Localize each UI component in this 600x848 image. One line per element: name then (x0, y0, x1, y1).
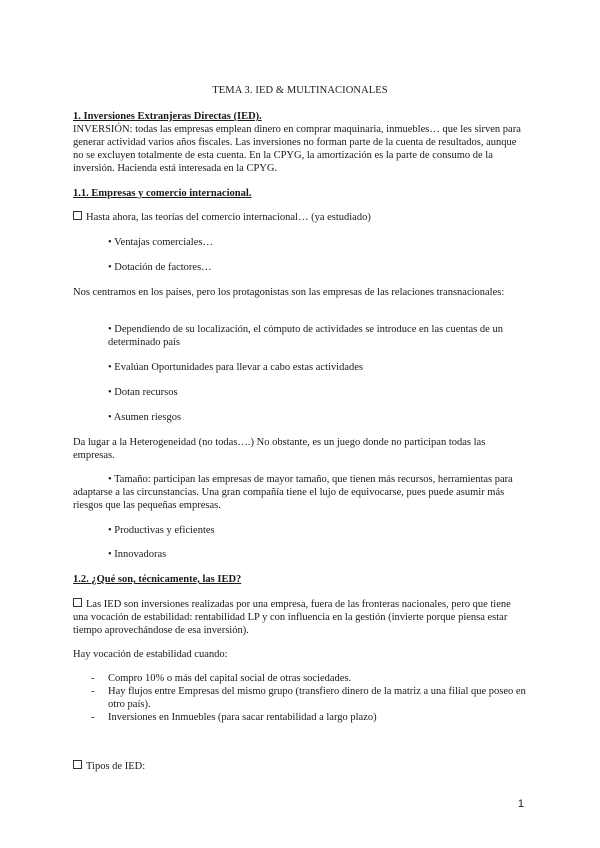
section-1-1-intro-text: Hasta ahora, las teorías del comercio internacional… (ya estudiado) (86, 212, 371, 223)
section-1-heading: 1. Inversiones Extranjeras Directas (IED). (73, 111, 262, 122)
list-item: • Productivas y eficientes (108, 525, 215, 536)
document-title: TEMA 3. IED & MULTINACIONALES (212, 85, 388, 96)
list-item-text: Inversiones en Inmuebles (para sacar rentabilidad a largo plazo) (108, 712, 377, 723)
page-number: 1 (517, 798, 524, 810)
list-item (91, 711, 531, 724)
list-item: • Dotan recursos (108, 387, 178, 398)
list-item-text: Compro 10% o más del capital social de otras sociedades. (108, 673, 352, 684)
list-item: • Dependiendo de su localización, el cómputo de actividades se introduce en las cuentas de un determinado país (108, 324, 503, 348)
section-1-2-intro-text: Las IED son inversiones realizadas por una empresa, fuera de las fronteras nacionales, pero que tiene una vocación de estabilidad: rentabilidad LP y con influencia en la gestión (invierte porque piensa estar tiempo aprovechándose de esa inversión). (73, 599, 511, 636)
dash-list (91, 672, 531, 724)
tamano-paragraph: • Tamaño: participan las empresas de mayor tamaño, que tienen más recursos, herramientas para adaptarse a las circunstancias. Una gran compañía tiene el lujo de equivocarse, pues puede asumir más riesgos que las pequeñas empresas. (73, 474, 513, 511)
dash-marker: - (91, 673, 95, 684)
dash-marker: - (91, 712, 95, 723)
section-1-2-intro (73, 598, 528, 637)
section-1-1-paragraph-3: Da lugar a la Heterogeneidad (no todas….) No obstante, es un juego donde no participan todas las empresas. (73, 437, 486, 461)
section-1-1-intro (73, 211, 528, 224)
list-item: • Asumen riesgos (108, 412, 182, 423)
section-1-1-heading: 1.1. Empresas y comercio internacional. (73, 188, 252, 199)
tipos-ied-text: Tipos de IED: (86, 761, 146, 772)
section-1-2-paragraph-2: Hay vocación de estabilidad cuando: (73, 649, 228, 660)
checkbox-icon (73, 598, 82, 607)
section-1-1-paragraph-2: Nos centramos en los países, pero los protagonistas son las empresas de las relaciones transnacionales: (73, 287, 505, 298)
checkbox-icon (73, 211, 82, 220)
list-item: • Dotación de factores… (108, 262, 212, 273)
list-item: • Innovadoras (108, 549, 167, 560)
section-1-2-heading: 1.2. ¿Qué son, técnicamente, las IED? (73, 574, 242, 585)
dash-marker: - (91, 686, 95, 697)
list-item (91, 685, 531, 711)
list-item (91, 672, 531, 685)
list-item: • Ventajas comerciales… (108, 237, 213, 248)
list-item-text: Hay flujos entre Empresas del mismo grupo (transfiero dinero de la matriz a una filial que poseo en otro país). (108, 686, 526, 710)
checkbox-icon (73, 760, 82, 769)
section-1-paragraph: INVERSIÓN: todas las empresas emplean dinero en comprar maquinaria, inmuebles… que les sirven para generar actividad varios años fiscales. Las inversiones no forman parte de la cuenta de resultados, aunque no se excluyen totalmente de esta cuenta. En la CPYG, la amortización es la parte de consumo de la inversión. Hacienda está interesada en la CPYG. (73, 124, 521, 174)
list-item: • Evalúan Oportunidades para llevar a cabo estas actividades (108, 362, 363, 373)
tipos-ied (73, 760, 528, 773)
